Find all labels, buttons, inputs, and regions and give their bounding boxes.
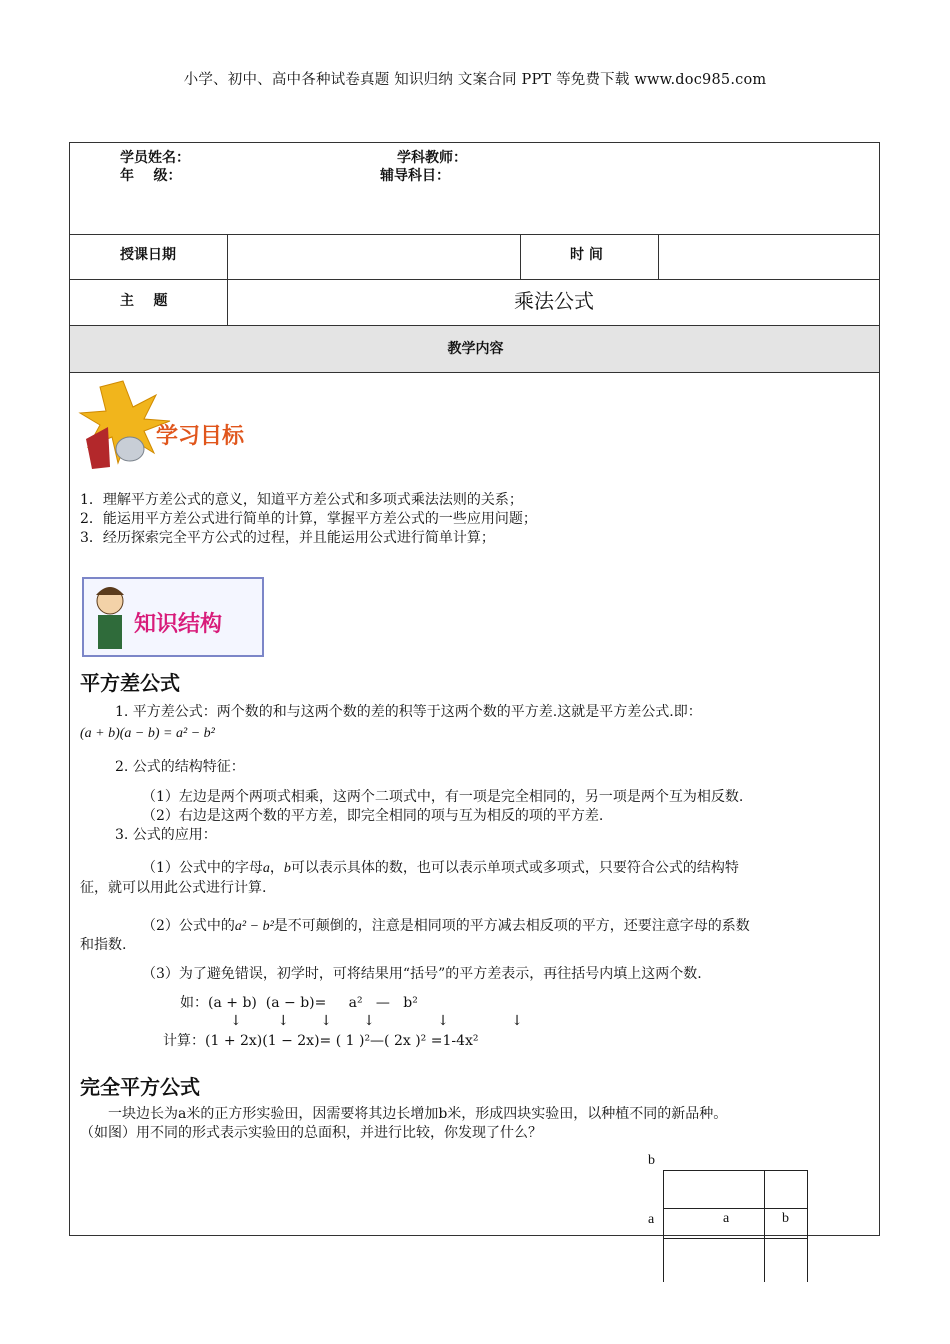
objective-item: 3．经历探索完全平方公式的过程，并且能运用公式进行简单计算； xyxy=(80,530,495,546)
diagram-line xyxy=(663,1170,664,1282)
perfect-square-intro: 一块边长为a米的正方形实验田，因需要将其边长增加b米，形成四块实验田，以种植不同的新品种。 xyxy=(108,1106,728,1122)
area-diagram xyxy=(663,1170,808,1282)
diagram-label-b-top: b xyxy=(648,1153,655,1168)
objectives-badge xyxy=(78,377,268,473)
diagram-line xyxy=(807,1170,808,1282)
application-point-2: （2）公式中的a² − b²是不可颠倒的，注意是相同项的平方减去相反项的平方，还要注意字母的系数 xyxy=(142,918,750,934)
topic-value: 乘法公式 xyxy=(514,289,594,313)
lesson-sheet xyxy=(69,142,880,1236)
structure-badge-text: 知识结构 xyxy=(134,612,223,637)
example-arrows: ↓ ↓ ↓ ↓ ↓ ↓ xyxy=(230,1013,523,1029)
perfect-square-question: （如图）用不同的形式表示实验田的总面积，并进行比较，你发现了什么？ xyxy=(80,1125,542,1141)
time-label: 时 间 xyxy=(570,247,603,263)
diagram-line xyxy=(663,1170,808,1171)
section-title-difference-of-squares: 平方差公式 xyxy=(80,671,180,695)
application-point-1: （1）公式中的字母a，b可以表示具体的数，也可以表示单项式或多项式，只要符合公式的结构特 xyxy=(142,860,739,876)
diagram-label-a-left: a xyxy=(648,1212,655,1227)
application-point-1-cont: 征，就可以用此公式进行计算. xyxy=(80,880,267,896)
divider xyxy=(520,234,521,280)
structure-point: （1）左边是两个两项式相乘，这两个二项式中，有一项是完全相同的，另一项是两个互为相反数. xyxy=(142,789,744,805)
cartoon-student-icon xyxy=(84,579,262,655)
diagram-line xyxy=(663,1208,808,1209)
divider xyxy=(658,234,659,280)
example-line: 如：(a + b) (a − b)= a² — b² xyxy=(180,995,418,1011)
content-label: 教学内容 xyxy=(447,341,504,357)
subject-label: 辅导科目： xyxy=(380,168,450,184)
grade-label: 年 级： xyxy=(120,168,182,184)
divider xyxy=(70,234,879,235)
application-point-3: （3）为了避免错误，初学时，可将结果用“括号”的平方差表示，再往括号内填上这两个数. xyxy=(142,966,702,982)
divider xyxy=(70,372,879,373)
diagram-label-a-center: a xyxy=(723,1211,730,1226)
section-title-perfect-square: 完全平方公式 xyxy=(80,1075,200,1099)
diagram-label-b-right: b xyxy=(782,1211,789,1226)
teacher-label: 学科教师： xyxy=(397,150,467,166)
example-calculation: 计算：(1 + 2x)(1 − 2x)= ( 1 )²—( 2x )² =1-4x² xyxy=(163,1033,479,1049)
divider xyxy=(70,279,879,280)
diagram-line xyxy=(663,1238,808,1239)
site-watermark: 小学、初中、高中各种试卷真题 知识归纳 文案合同 PPT 等免费下载 www.doc985.com xyxy=(183,72,767,88)
structure-point: （2）右边是这两个数的平方差，即完全相同的项与互为相反的项的平方差. xyxy=(142,808,604,824)
maple-leaf-bell-icon xyxy=(78,377,268,473)
objective-item: 1．理解平方差公式的意义，知道平方差公式和多项式乘法法则的关系； xyxy=(80,492,523,508)
topic-label: 主 题 xyxy=(120,293,168,309)
application-point-2-cont: 和指数. xyxy=(80,937,127,953)
formula-definition: 1. 平方差公式：两个数的和与这两个数的差的积等于这两个数的平方差.这就是平方差公式.即： xyxy=(115,704,702,720)
student-name-label: 学员姓名： xyxy=(120,150,190,166)
structure-badge xyxy=(82,577,264,657)
objective-item: 2．能运用平方差公式进行简单的计算，掌握平方差公式的一些应用问题； xyxy=(80,511,537,527)
objectives-badge-text: 学习目标 xyxy=(156,424,245,449)
date-label: 授课日期 xyxy=(120,247,176,263)
application-heading: 3. 公式的应用： xyxy=(115,827,217,843)
formula-expression: (a + b)(a − b) = a² − b² xyxy=(80,726,215,741)
diagram-line xyxy=(764,1170,765,1282)
structure-heading: 2. 公式的结构特征： xyxy=(115,759,245,775)
